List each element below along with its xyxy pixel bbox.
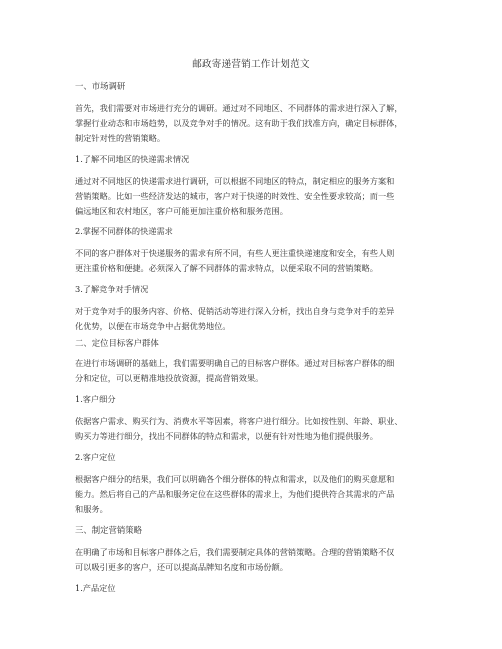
section-heading-target-customers: 二、定位目标客户群体 [75, 338, 159, 348]
text-line: 依据客户需求、购买行为、消费水平等因素，将客户进行细分。比如按性别、年龄、职业、 [75, 416, 403, 426]
text-line: 掌握行业动态和市场趋势，以及竞争对手的情况。这有助于我们找准方向，确定目标群体， [75, 118, 403, 128]
paragraph-s2-1 [75, 414, 439, 444]
text-line: 可以吸引更多的客户，还可以提高品牌知名度和市场份额。 [75, 562, 288, 572]
subheading-s1-2: 2.掌握不同群体的快递需求 [75, 226, 173, 236]
text-line: 化优势，以便在市场竞争中占据优势地位。 [75, 321, 231, 331]
text-line: 和服务。 [75, 504, 108, 514]
subheading-s3-1: 1.产品定位 [75, 583, 116, 593]
text-line: 制定针对性的营销策略。 [75, 133, 166, 143]
paragraph-s1-intro [75, 101, 439, 146]
text-line: 首先，我们需要对市场进行充分的调研。通过对不同地区、不同群体的需求进行深入了解， [75, 103, 403, 113]
section-heading-market-research: 一、市场调研 [75, 81, 126, 91]
text-line: 分和定位，可以更精准地投放资源，提高营销效果。 [75, 373, 264, 383]
text-line: 在进行市场调研的基础上，我们需要明确自己的目标客户群体。通过对目标客户群体的细 [75, 358, 395, 368]
paragraph-s2-2 [75, 472, 439, 517]
subheading-s1-1: 1.了解不同地区的快递需求情况 [75, 154, 190, 164]
text-line: 更注重价格和便捷。必须深入了解不同群体的需求特点，以便采取不同的营销策略。 [75, 263, 378, 273]
text-line: 营销策略。比如一些经济发达的城市，客户对于快递的时效性、安全性要求较高；而一些 [75, 191, 395, 201]
text-line: 根据客户细分的结果，我们可以明确各个细分群体的特点和需求，以及他们的购买意愿和 [75, 474, 395, 484]
text-line: 不同的客户群体对于快递服务的需求有所不同，有些人更注重快递速度和安全，有些人则 [75, 248, 395, 258]
text-line: 能力。然后将自己的产品和服务定位在这些群体的需求上，为他们提供符合其需求的产品 [75, 489, 395, 499]
paragraph-s2-intro [75, 356, 439, 386]
document-title: 邮政寄递营销工作计划范文 [192, 59, 310, 70]
subheading-s2-2: 2.客户定位 [75, 452, 116, 462]
text-line: 购买力等进行细分，找出不同群体的特点和需求，以便有针对性地为他们提供服务。 [75, 431, 378, 441]
paragraph-s1-1 [75, 174, 439, 219]
paragraph-s3-intro [75, 545, 439, 575]
paragraph-s1-2 [75, 246, 439, 276]
text-line: 对于竞争对手的服务内容、价格、促销活动等进行深入分析，找出自身与竞争对手的差异 [75, 306, 395, 316]
section-heading-marketing-strategy: 三、制定营销策略 [75, 525, 142, 535]
subheading-s1-3: 3.了解竞争对手情况 [75, 284, 149, 294]
paragraph-s1-3 [75, 304, 439, 334]
subheading-s2-1: 1.客户细分 [75, 394, 116, 404]
text-line: 通过对不同地区的快递需求进行调研，可以根据不同地区的特点，制定相应的服务方案和 [75, 176, 395, 186]
text-line: 在明确了市场和目标客户群体之后，我们需要制定具体的营销策略。合理的营销策略不仅 [75, 547, 395, 557]
text-line: 偏远地区和农村地区，客户可能更加注重价格和服务范围。 [75, 206, 288, 216]
